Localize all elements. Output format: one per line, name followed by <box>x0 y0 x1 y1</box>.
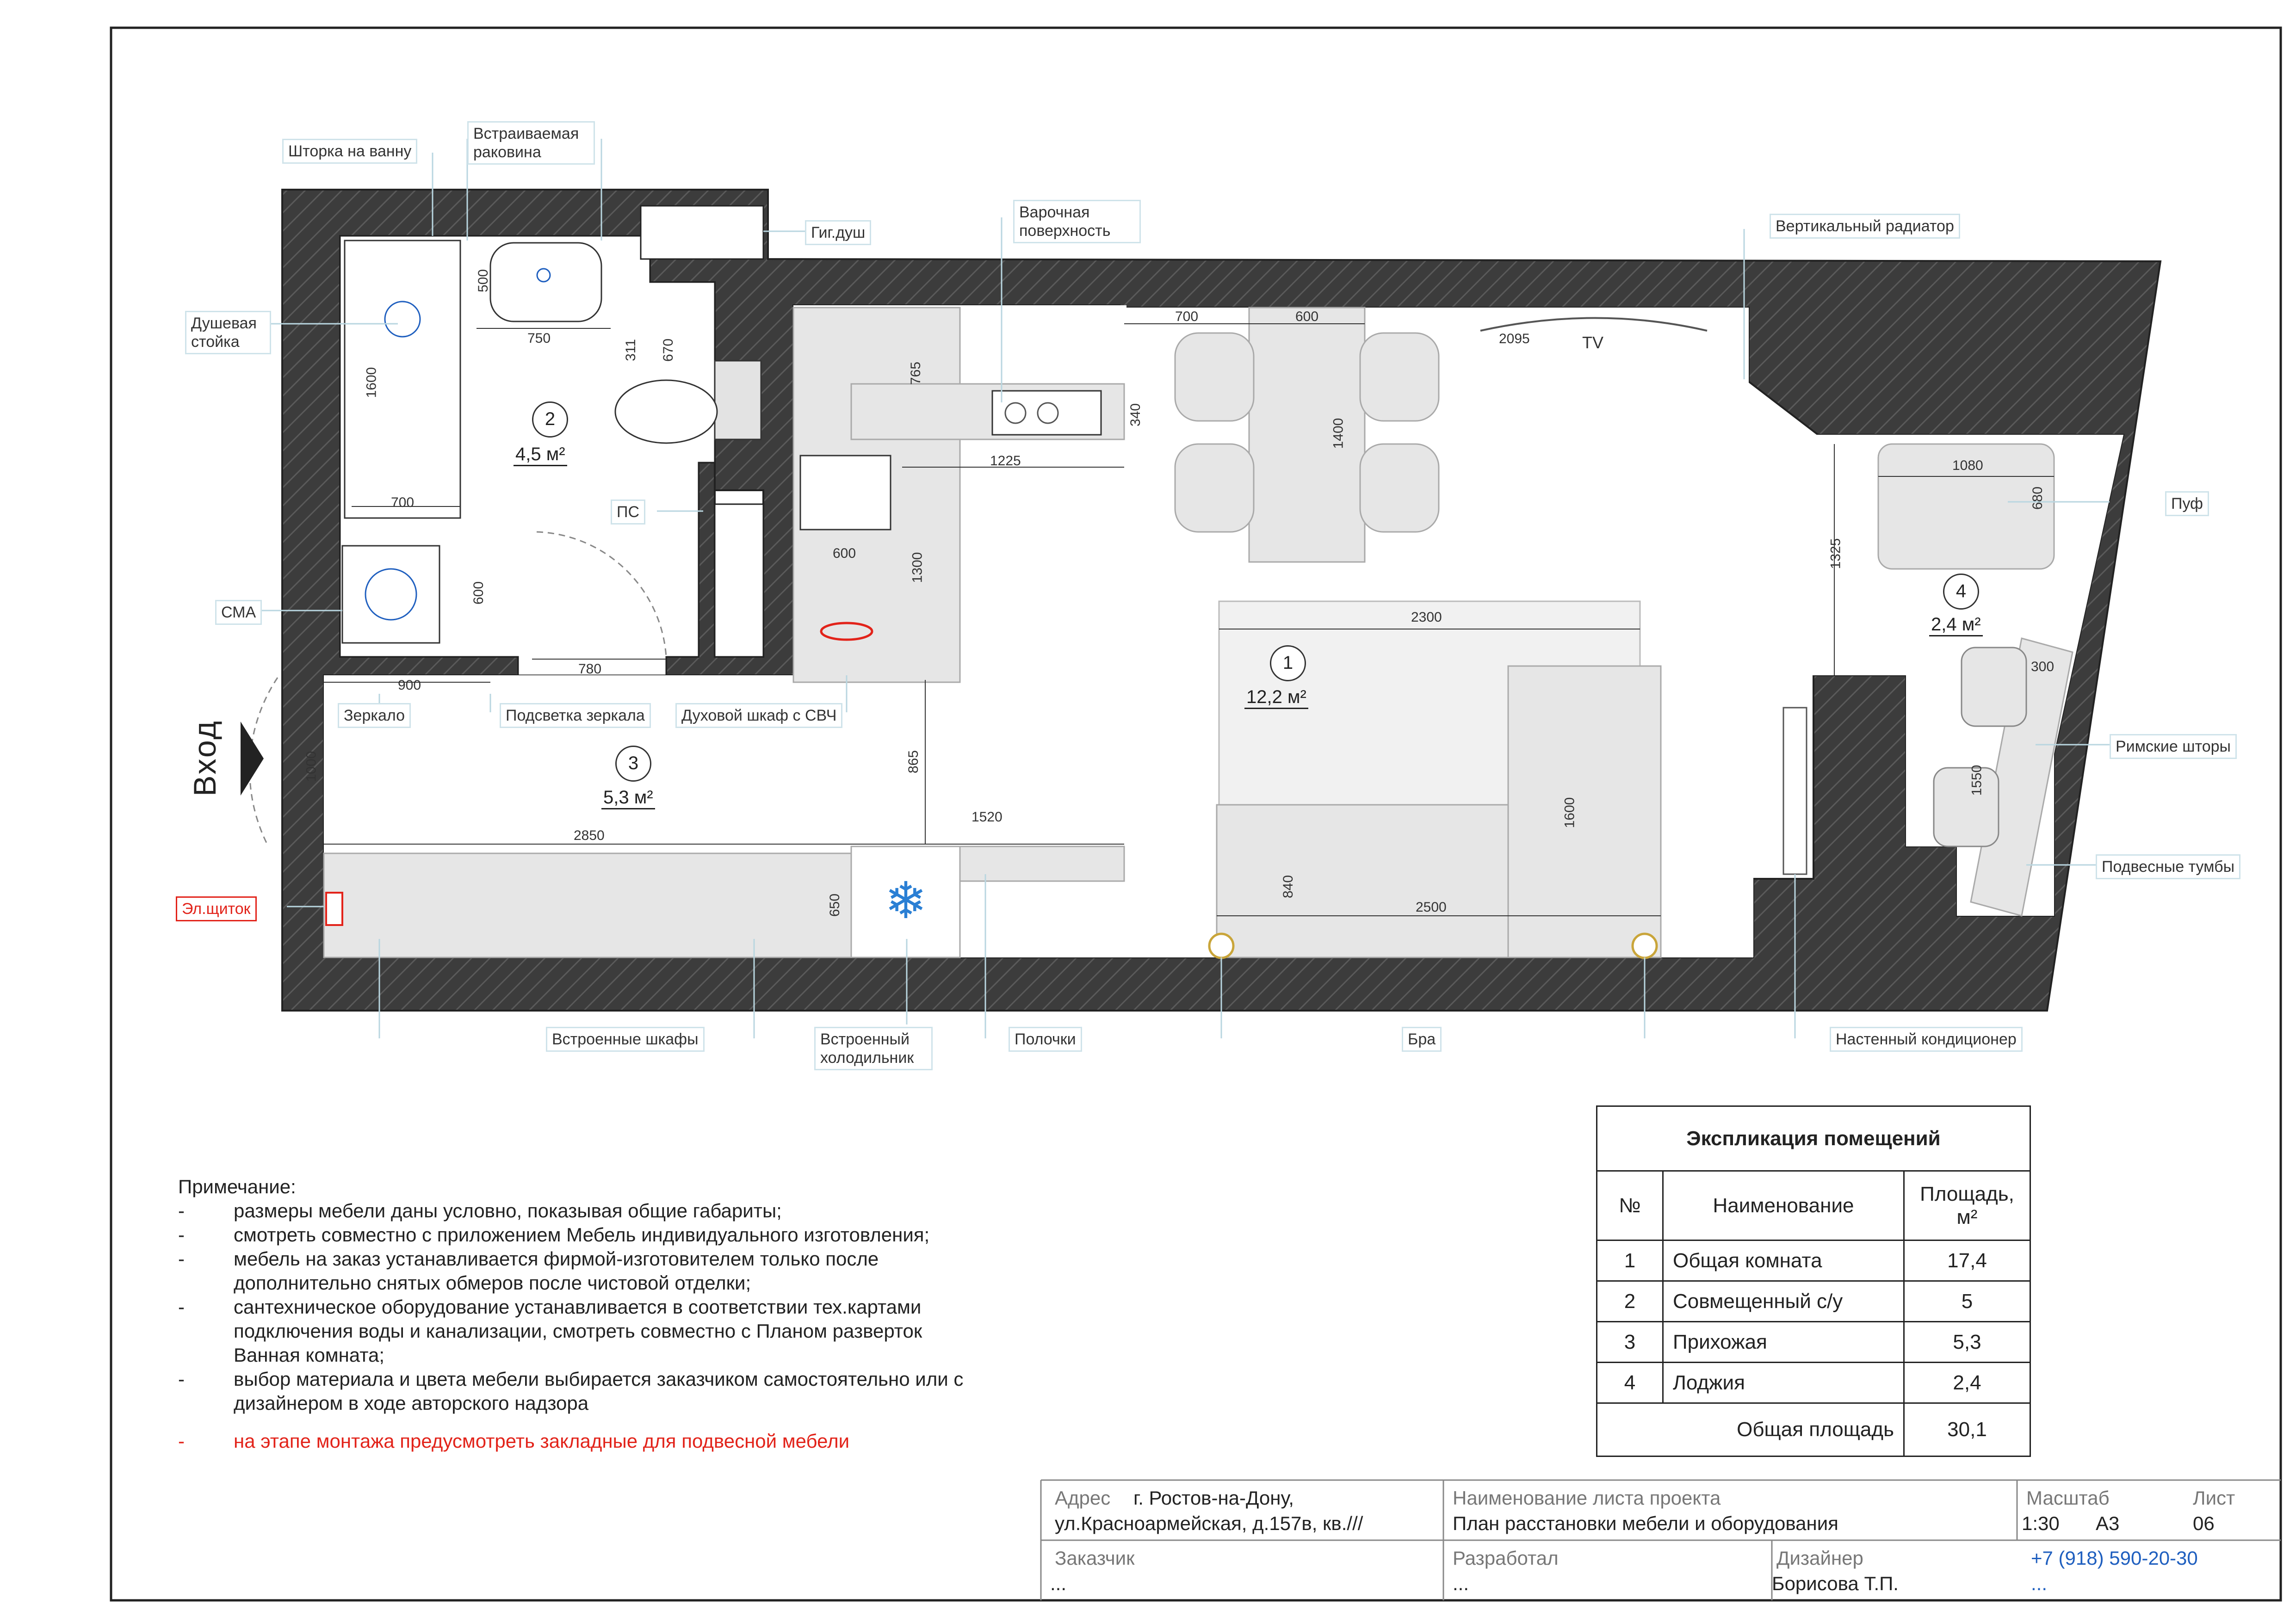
label-shower-rack: Душевая стойка <box>185 311 271 354</box>
table-row: 3 Прихожая 5,3 <box>1597 1322 2030 1363</box>
dim-2850: 2850 <box>574 828 605 843</box>
total-value: 30,1 <box>1904 1403 2030 1456</box>
chair <box>1175 333 1254 421</box>
sheet-label: Лист <box>2193 1487 2235 1509</box>
snowflake-icon: ❄ <box>884 872 928 929</box>
dim-1520: 1520 <box>972 809 1003 825</box>
chair <box>1360 444 1439 532</box>
label-hygienic-shower: Гиг.душ <box>805 220 871 245</box>
dim-300: 300 <box>2031 659 2055 674</box>
chair <box>1360 333 1439 421</box>
label-air-conditioner: Настенный кондиционер <box>1830 1027 2023 1052</box>
room-area: 12,2 м² <box>1244 687 1308 709</box>
dim-840: 840 <box>1281 875 1296 899</box>
dim-1225: 1225 <box>990 453 1021 469</box>
dim-670: 670 <box>661 338 676 362</box>
label-built-in-fridge: Встроенный холодильник <box>814 1027 933 1070</box>
chair <box>1175 444 1254 532</box>
dim-865: 865 <box>906 750 922 774</box>
note-item: - размеры мебели даны условно, показывая общие габариты; <box>178 1200 782 1222</box>
room-hall <box>324 675 800 846</box>
dim-600-sma: 600 <box>471 581 487 605</box>
client-value: ... <box>1050 1573 1067 1594</box>
sofa-chaise <box>1508 666 1661 957</box>
dim-700-bath: 700 <box>391 495 415 510</box>
label-oven: Духовой шкаф с СВЧ <box>675 703 842 728</box>
dim-500: 500 <box>476 269 491 293</box>
dim-2500: 2500 <box>1416 900 1447 915</box>
col-no: № <box>1597 1171 1663 1240</box>
sconce <box>1209 934 1233 958</box>
electric-panel <box>326 893 342 925</box>
label-tv: TV <box>1582 333 1604 352</box>
format: А3 <box>2096 1512 2120 1534</box>
notes-title: Примечание: <box>178 1176 296 1197</box>
dim-2300: 2300 <box>1411 610 1442 625</box>
phone: +7 (918) 590-20-30 <box>2031 1547 2198 1569</box>
room-area: 5,3 м² <box>601 787 655 809</box>
designer-label: Дизайнер <box>1776 1547 1863 1569</box>
room-area: 4,5 м² <box>514 444 567 466</box>
label-shelves: Полочки <box>1009 1027 1082 1052</box>
table-row: 4 Лоджия 2,4 <box>1597 1363 2030 1403</box>
phone-sub: ... <box>2031 1573 2048 1594</box>
sconce <box>1633 934 1657 958</box>
hob <box>992 391 1101 435</box>
dim-600-table: 600 <box>1295 309 1319 324</box>
label-mirror-light: Подсветка зеркала <box>500 703 651 728</box>
dim-2095: 2095 <box>1499 331 1530 346</box>
label-built-in-sink: Встраиваемая раковина <box>467 121 595 165</box>
washer <box>342 546 439 643</box>
wall-block <box>641 206 763 259</box>
entry-arrow <box>241 722 264 796</box>
dim-1600-sofa: 1600 <box>1562 797 1578 828</box>
dim-311: 311 <box>623 339 638 361</box>
notes <box>178 1175 983 1453</box>
label-hanging-cabinets: Подвесные тумбы <box>2096 854 2240 879</box>
dim-1325: 1325 <box>1828 538 1844 569</box>
wall-block <box>715 504 763 657</box>
address-label: Адрес <box>1055 1487 1111 1509</box>
col-area: Площадь, м² <box>1904 1171 2030 1240</box>
dim-680: 680 <box>2030 486 2046 510</box>
note-item: - выбор материала и цвета мебели выбирается заказчиком самостоятельно или с дизайнером в ходе авторского надзора <box>178 1368 964 1414</box>
label-roman-blinds: Римские шторы <box>2110 734 2237 759</box>
designer-value: Борисова Т.П. <box>1772 1573 1899 1594</box>
loggia-chair <box>1934 768 1999 846</box>
dim-600-sink: 600 <box>833 546 856 561</box>
total-label: Общая площадь <box>1597 1403 1904 1456</box>
shelves <box>960 846 1124 881</box>
dim-650: 650 <box>827 893 843 917</box>
explication-table <box>1596 1105 2031 1457</box>
sheet-number: 06 <box>2193 1512 2215 1534</box>
room-number: 4 <box>1943 574 1979 610</box>
dim-900: 900 <box>398 678 421 693</box>
label-washing-machine: СМА <box>215 600 262 625</box>
scale-label: Масштаб <box>2026 1487 2110 1509</box>
kitchen-sink <box>800 456 891 530</box>
room-number: 1 <box>1270 645 1306 681</box>
label-radiator: Вертикальный радиатор <box>1770 214 1960 239</box>
dim-1000: 1000 <box>303 751 319 782</box>
toilet-tank <box>715 361 761 439</box>
label-electric-panel: Эл.щиток <box>176 896 257 921</box>
dim-1550: 1550 <box>1969 765 1985 796</box>
dim-340: 340 <box>1128 403 1144 427</box>
col-name: Наименование <box>1663 1171 1904 1240</box>
note-item: - смотреть совместно с приложением Мебель индивидуального изготовления; <box>178 1224 930 1246</box>
note-item: - сантехническое оборудование устанавливается в соответствии тех.картами подключения воды и канализации, смотреть совместно с Планом разверток Ванная комната; <box>178 1296 922 1366</box>
table-row: 2 Совмещенный с/у 5 <box>1597 1281 2030 1322</box>
table-total-row <box>1597 1403 2030 1456</box>
dining-table <box>1249 308 1365 562</box>
explication-title: Экспликация помещений <box>1597 1106 2030 1171</box>
dim-1300: 1300 <box>910 552 925 583</box>
dim-750: 750 <box>527 331 551 346</box>
room-area: 2,4 м² <box>1929 614 1983 636</box>
developer-label: Разработал <box>1453 1547 1559 1569</box>
label-bath-curtain: Шторка на ванну <box>282 139 417 164</box>
label-built-in-wardrobes: Встроенные шкафы <box>546 1027 705 1052</box>
dim-1080: 1080 <box>1952 458 1983 473</box>
entry-label: Вход <box>187 720 223 796</box>
dim-765: 765 <box>908 361 924 385</box>
table-row: 1 Общая комната 17,4 <box>1597 1240 2030 1281</box>
note-item: - мебель на заказ устанавливается фирмой-изготовителем только после дополнительно снятых обмеров после чистовой отделки; <box>178 1248 879 1294</box>
loggia-chair <box>1962 648 2026 726</box>
label-pouf: Пуф <box>2165 491 2209 516</box>
ac-unit <box>1783 708 1807 874</box>
address-line2: ул.Красноармейская, д.157в, кв./// <box>1055 1512 1363 1534</box>
sheet-name-label: Наименование листа проекта <box>1453 1487 1721 1509</box>
toilet-bowl <box>615 380 717 443</box>
sink <box>490 243 601 321</box>
dim-700-table: 700 <box>1175 309 1199 324</box>
dim-1400: 1400 <box>1331 418 1346 449</box>
sofa <box>1217 805 1517 957</box>
scale-value: 1:30 <box>2022 1512 2060 1534</box>
dim-1600-bath: 1600 <box>364 367 379 398</box>
address-line1: г. Ростов-на-Дону, <box>1133 1487 1294 1509</box>
bathtub <box>345 241 460 518</box>
room-number: 2 <box>532 401 568 438</box>
label-mirror: Зеркало <box>338 703 411 728</box>
dim-780: 780 <box>578 661 602 677</box>
sheet-name: План расстановки мебели и оборудования <box>1453 1512 1838 1534</box>
developer-value: ... <box>1453 1573 1469 1594</box>
client-label: Заказчик <box>1055 1547 1135 1569</box>
label-hob: Варочная поверхность <box>1013 200 1141 243</box>
label-sconce: Бра <box>1402 1027 1442 1052</box>
note-item-warning: - на этапе монтажа предусмотреть закладные для подвесной мебели <box>178 1430 850 1452</box>
label-ps: ПС <box>611 500 645 525</box>
room-number: 3 <box>615 746 651 782</box>
